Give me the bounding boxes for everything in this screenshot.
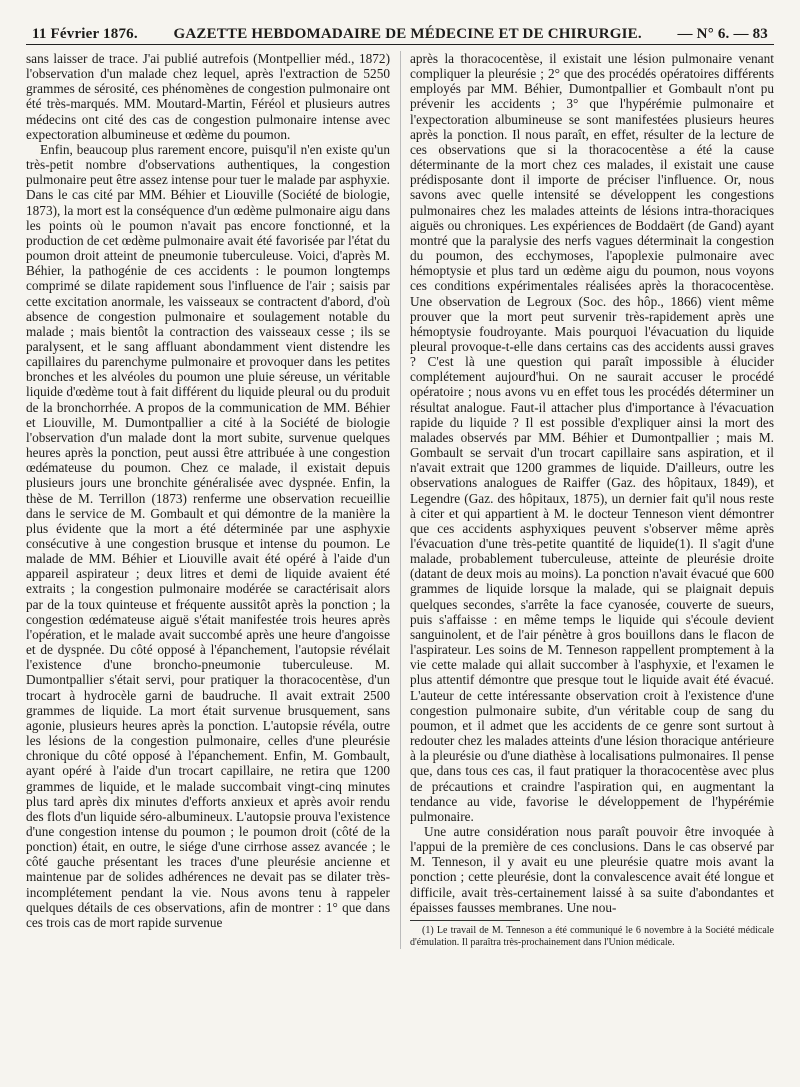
footnote: (1) Le travail de M. Tenneson a été communiqué le 6 novembre à la Société médicale d'émulation. Il paraîtra très-prochainement dans l'Union médicale. (410, 924, 774, 948)
header-journal-title: GAZETTE HEBDOMADAIRE DE MÉDECINE ET DE CHIRURGIE. (173, 26, 642, 42)
left-paragraph-2: Enfin, beaucoup plus rarement encore, puisqu'il n'en existe qu'un très-petit nombre d'observations authentiques, la congestion pulmonaire peut être assez intense pour tuer le malade par asphyxie. Dans le cas cité par MM. Béhier et Liouville (Société de biologie, 1873), la mort est la conséquence d'un œdème pulmonaire aigu dans les points où le poumon n'avait pas encore fonctionné, et la production de cet œdème pulmonaire avait été favorisée par l'état du poumon droit atteint de pneumonie tuberculeuse. Voici, d'après M. Béhier, la pathogénie de ces accidents : le poumon longtemps comprimé se dilate rapidement sous l'influence de l'air ; saisis par cette excitation anormale, les vaisseaux se contractent d'abord, d'où absence de congestion pulmonaire et soulagement notable du malade ; mais bientôt la contraction des vaisseaux cesse ; ils se paralysent, et le sang affluant abondamment vient distendre les capillaires du parenchyme pulmonaire et provoquer dans les petites bronches et les alvéoles du poumon une pluie séreuse, un véritable liquide d'œdème tout à fait différent du liquide pleural ou du produit de la bronchorrhée. A propos de la communication de MM. Béhier et Liouville, M. Dumontpallier a cité à la Société de biologie l'observation d'un malade dont la mort subite, survenue quelques heures après la ponction, peut aussi être attribuée à une congestion œdémateuse du poumon. Chez ce malade, il existait depuis plusieurs jours une bronchite généralisée avec dyspnée. Enfin, la thèse de M. Terrillon (1873) renferme une observation recueillie dans le service de M. Gombault et qui démontre de la manière la plus évidente que la mort a été déterminée par une asphyxie consécutive à une congestion brusque et intense du poumon. Le malade de MM. Béhier et Liouville avait été opéré à l'aide d'un appareil aspirateur ; deux litres et demi de liquide avaient été extraits ; la congestion pulmonaire modérée se caractérisait alors par de la toux quinteuse et fréquente aussitôt après la ponction ; la congestion œdémateuse aiguë s'était manifestée trois heures après l'opération, et le malade avait succombé après une heure d'angoisse et de dyspnée. Du côté opposé à l'épanchement, l'autopsie révélait l'existence d'une broncho-pneumonie tuberculeuse. M. Dumontpallier s'était servi, pour pratiquer la thoracocentèse, d'un trocart à hydrocèle garni de baudruche. Il avait extrait 2500 grammes de liquide. La mort était survenue brusquement, sans agonie, plusieurs heures après la ponction. L'autopsie révéla, outre les lésions de la congestion pulmonaire, celles d'une pleurésie chronique du côté opposé à l'épanchement. Enfin, M. Gombault, ayant opéré à l'aide d'un trocart capillaire, ne retira que 1200 grammes de liquide, et le malade succombait vingt-cinq minutes plus tard après dix minutes d'efforts anxieux et après avoir rendu des flots d'un liquide séro-albumineux. L'autopsie prouva l'existence d'une congestion intense du poumon ; le poumon droit (côté de la ponction) était, en outre, le siége d'une cirrhose assez avancée ; le côté gauche présentant les traces d'une pleurésie ancienne et maintenue par de solides adhérences ne devait pas se dilater très-incomplétement pendant la vie. Nous avons tenu à rappeler quelques détails de ces observations, afin de montrer : 1° que dans ces trois cas de mort rapide survenue (26, 141, 390, 930)
right-column (410, 51, 774, 949)
header-date: 11 Février 1876. (32, 26, 138, 42)
article-columns (26, 51, 774, 949)
column-divider (400, 51, 401, 949)
left-column (26, 51, 390, 949)
right-paragraph-2: Une autre considération nous paraît pouvoir être invoquée à l'appui de la première de ces conclusions. Dans le cas observé par M. Tenneson, il y avait eu une pleurésie quatre mois avant la ponction ; cette pleurésie, dont la convalescence avait été longue et difficile, avait très-certainement laissé à sa suite d'abondantes et épaisses fausses membranes. Une nou- (410, 823, 774, 915)
header-rule (26, 44, 774, 45)
left-paragraph-1: sans laisser de trace. J'ai publié autrefois (Montpellier méd., 1872) l'observation d'un malade chez lequel, après l'extraction de 5250 grammes de sérosité, ces phénomènes de congestion pulmonaire ont été très-marqués. MM. Moutard-Martin, Féréol et plusieurs autres médecins ont cité des cas de congestion pulmonaire intense avec expectoration albumineuse et œdème du poumon. (26, 51, 390, 142)
running-header (26, 8, 774, 42)
header-issue-page: — N° 6. — 83 (677, 26, 768, 42)
page (26, 8, 774, 1078)
footnote-rule (410, 920, 520, 921)
right-paragraph-1: après la thoracocentèse, il existait une lésion pulmonaire venant compliquer la pleurésie ; 2° que des procédés opératoires différents employés par MM. Béhier, Dumontpallier et Gombault n'ont pu prévenir les accidents ; 3° que l'hypérémie pulmonaire et l'expectoration albumineuse se sont manifestées plusieurs heures après la ponction. Il nous paraît, en effet, résulter de la lecture de ces observations que si la thoracocentèse a été la cause déterminante de la mort chez ces malades, il existait une cause prédisposante dont il importe de préciser l'influence. Or, nous savons avec quelle intensité se développent les congestions pulmonaires chez les malades atteints de lésions intra-thoraciques aiguës ou chroniques. Les expériences de Boddaërt (de Gand) ayant montré que la paralysie des nerfs vagues déterminait la congestion du poumon, des ecchymoses, l'apoplexie pulmonaire avec hémoptysie et plus tard un œdème aigu du poumon, nous voyons ces conditions expérimentales réalisées après la thoracocentèse. Une observation de Legroux (Soc. des hôp., 1866) vient même prouver que la mort peut survenir très-rapidement après une hémoptysie foudroyante. Mais pourquoi l'évacuation du liquide pleural provoque-t-elle dans certains cas des accidents aussi graves ? C'est là une question qui paraît impossible à élucider complétement aujourd'hui. On ne saurait accuser le procédé opératoire ; nous avons vu en effet tous les procédés déterminer un résultat analogue. Faut-il attacher plus d'importance à l'évacuation rapide du liquide ? Il est possible d'expliquer ainsi la mort des malades observés par MM. Béhier et Dumontpallier ; mais M. Gombault se servait d'un trocart capillaire sans aspiration, et il n'avait extrait que 1200 grammes de liquide. D'ailleurs, outre les observations analogues de Raiffer (Gaz. des hôpitaux, 1849), et Legendre (Gaz. des hôpitaux, 1875), un dernier fait qu'il nous reste à citer et qui appartient à M. le docteur Tenneson vient démontrer que ces accidents asphyxiques peuvent s'observer même après l'évacuation d'une très-petite quantité de liquide(1). Il s'agit d'une malade, probablement tuberculeuse, atteinte de pleurésie droite (datant de deux mois au moins). La ponction n'avait évacué que 600 grammes de liquide lorsque la malade, qui se plaignait depuis quelques secondes, s'arrête la face cyanosée, couverte de sueurs, puis s'affaisse : en même temps le liquide qui s'écoule devient sanguinolent, et de l'air pénètre à gros bouillons dans le flacon de l'aspirateur. Les soins de M. Tenneson rappellent promptement à la vie cette malade qui allait succomber à l'asphyxie, et l'examen le plus attentif démontre que presque tout le liquide avait été évacué. L'auteur de cette intéressante observation croit à l'existence d'une congestion pulmonaire subite, d'un véritable coup de sang du poumon, et il admet que les accidents de ce genre sont surtout à redouter chez les malades atteints d'une lésion thoracique antérieure à la pleurésie ou d'une diathèse à localisations pulmonaires. Il pense que, dans tous ces cas, il faut pratiquer la thoracocentèse avec plus de précautions et craindre l'aspiration qui, en augmentant la tendance au vide, favorise le développement de l'hypérémie pulmonaire. (410, 51, 774, 824)
